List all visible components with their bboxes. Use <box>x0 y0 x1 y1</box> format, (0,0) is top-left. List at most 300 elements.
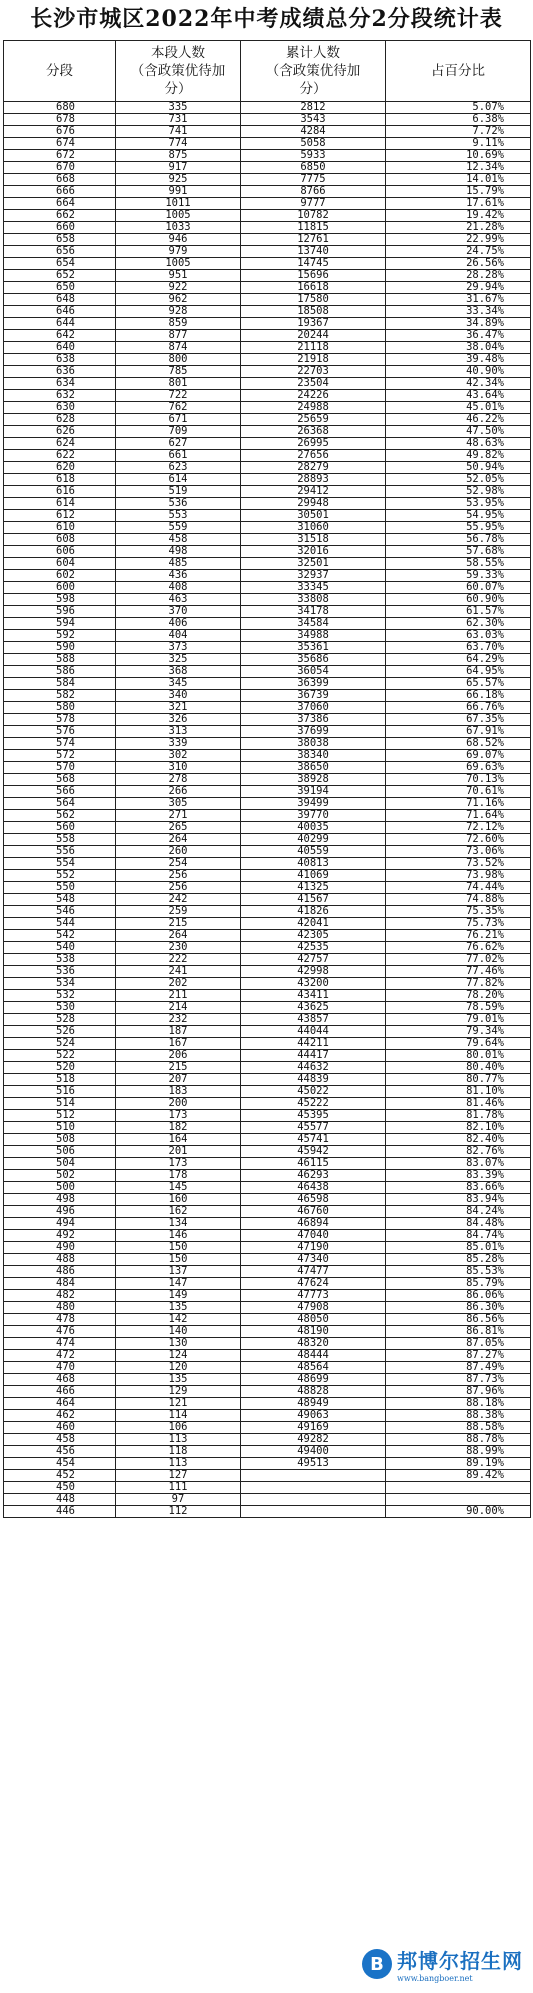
cell-score: 522 <box>4 1050 116 1062</box>
table-row <box>4 1302 531 1314</box>
cell-segment-count: 106 <box>116 1422 241 1434</box>
cell-cumulative-count <box>241 1470 386 1482</box>
table-row <box>4 966 531 978</box>
cell-percentage <box>386 1494 531 1506</box>
cell-segment-count: 178 <box>116 1170 241 1182</box>
cell-score: 520 <box>4 1062 116 1074</box>
cell-score: 622 <box>4 450 116 462</box>
cell-segment-count: 260 <box>116 846 241 858</box>
table-row <box>4 210 531 222</box>
cell-score: 602 <box>4 570 116 582</box>
cell-score: 608 <box>4 534 116 546</box>
cell-percentage: 66.18% <box>386 690 531 702</box>
cell-cumulative-count: 8766 <box>241 186 386 198</box>
table-row <box>4 978 531 990</box>
table-row <box>4 642 531 654</box>
cell-cumulative-count: 46293 <box>241 1170 386 1182</box>
cell-cumulative-count: 48190 <box>241 1326 386 1338</box>
cell-segment-count: 627 <box>116 438 241 450</box>
cell-segment-count: 200 <box>116 1098 241 1110</box>
cell-cumulative-count: 43857 <box>241 1014 386 1026</box>
table-row <box>4 438 531 450</box>
table-row <box>4 1122 531 1134</box>
table-row <box>4 534 531 546</box>
cell-segment-count: 485 <box>116 558 241 570</box>
cell-percentage: 85.79% <box>386 1278 531 1290</box>
cell-percentage: 19.42% <box>386 210 531 222</box>
cell-cumulative-count: 44417 <box>241 1050 386 1062</box>
cell-cumulative-count: 34178 <box>241 606 386 618</box>
cell-segment-count: 553 <box>116 510 241 522</box>
cell-score: 604 <box>4 558 116 570</box>
cell-segment-count: 162 <box>116 1206 241 1218</box>
cell-score: 680 <box>4 102 116 114</box>
cell-percentage: 72.60% <box>386 834 531 846</box>
cell-cumulative-count: 47477 <box>241 1266 386 1278</box>
table-row <box>4 846 531 858</box>
table-row <box>4 546 531 558</box>
cell-score: 482 <box>4 1290 116 1302</box>
cell-score: 524 <box>4 1038 116 1050</box>
cell-segment-count: 145 <box>116 1182 241 1194</box>
cell-cumulative-count: 7775 <box>241 174 386 186</box>
cell-segment-count: 271 <box>116 810 241 822</box>
cell-percentage: 82.76% <box>386 1146 531 1158</box>
cell-percentage: 86.06% <box>386 1290 531 1302</box>
cell-percentage: 80.01% <box>386 1050 531 1062</box>
cell-cumulative-count: 45942 <box>241 1146 386 1158</box>
cell-percentage: 80.40% <box>386 1062 531 1074</box>
table-row <box>4 1026 531 1038</box>
cell-cumulative-count: 47773 <box>241 1290 386 1302</box>
cell-score: 616 <box>4 486 116 498</box>
cell-segment-count: 302 <box>116 750 241 762</box>
cell-segment-count: 97 <box>116 1494 241 1506</box>
cell-cumulative-count: 40035 <box>241 822 386 834</box>
table-row <box>4 906 531 918</box>
cell-score: 598 <box>4 594 116 606</box>
table-row <box>4 522 531 534</box>
cell-segment-count: 259 <box>116 906 241 918</box>
table-row <box>4 1002 531 1014</box>
cell-segment-count: 150 <box>116 1242 241 1254</box>
cell-cumulative-count: 47624 <box>241 1278 386 1290</box>
cell-cumulative-count <box>241 1506 386 1518</box>
table-row <box>4 1386 531 1398</box>
cell-percentage: 66.76% <box>386 702 531 714</box>
cell-percentage: 79.34% <box>386 1026 531 1038</box>
table-row <box>4 1146 531 1158</box>
cell-cumulative-count: 49282 <box>241 1434 386 1446</box>
table-row <box>4 426 531 438</box>
cell-score: 528 <box>4 1014 116 1026</box>
cell-cumulative-count: 28279 <box>241 462 386 474</box>
cell-percentage: 71.16% <box>386 798 531 810</box>
table-row <box>4 870 531 882</box>
table-row <box>4 714 531 726</box>
cell-segment-count: 946 <box>116 234 241 246</box>
cell-cumulative-count: 43411 <box>241 990 386 1002</box>
cell-percentage: 14.01% <box>386 174 531 186</box>
table-row <box>4 1362 531 1374</box>
cell-cumulative-count: 47340 <box>241 1254 386 1266</box>
cell-percentage: 81.78% <box>386 1110 531 1122</box>
cell-cumulative-count: 41826 <box>241 906 386 918</box>
cell-percentage: 28.28% <box>386 270 531 282</box>
cell-score: 452 <box>4 1470 116 1482</box>
cell-percentage: 26.56% <box>386 258 531 270</box>
cell-percentage: 73.06% <box>386 846 531 858</box>
cell-cumulative-count: 26368 <box>241 426 386 438</box>
cell-segment-count: 404 <box>116 630 241 642</box>
cell-score: 588 <box>4 654 116 666</box>
cell-cumulative-count: 21118 <box>241 342 386 354</box>
table-row <box>4 138 531 150</box>
cell-percentage: 5.07% <box>386 102 531 114</box>
cell-segment-count: 519 <box>116 486 241 498</box>
cell-percentage: 29.94% <box>386 282 531 294</box>
cell-segment-count: 137 <box>116 1266 241 1278</box>
cell-score: 620 <box>4 462 116 474</box>
table-row <box>4 114 531 126</box>
cell-segment-count: 741 <box>116 126 241 138</box>
cell-score: 538 <box>4 954 116 966</box>
cell-segment-count: 147 <box>116 1278 241 1290</box>
cell-segment-count: 436 <box>116 570 241 582</box>
cell-score: 670 <box>4 162 116 174</box>
watermark <box>358 1943 527 1985</box>
cell-cumulative-count: 29412 <box>241 486 386 498</box>
table-row <box>4 774 531 786</box>
cell-score: 650 <box>4 282 116 294</box>
cell-percentage: 53.95% <box>386 498 531 510</box>
cell-cumulative-count: 32016 <box>241 546 386 558</box>
cell-cumulative-count: 24988 <box>241 402 386 414</box>
table-row <box>4 702 531 714</box>
cell-cumulative-count <box>241 1482 386 1494</box>
cell-segment-count: 305 <box>116 798 241 810</box>
cell-segment-count: 1033 <box>116 222 241 234</box>
header-row <box>4 41 531 102</box>
cell-percentage: 75.35% <box>386 906 531 918</box>
cell-cumulative-count: 38928 <box>241 774 386 786</box>
cell-segment-count: 962 <box>116 294 241 306</box>
cell-cumulative-count: 35361 <box>241 642 386 654</box>
cell-cumulative-count: 17580 <box>241 294 386 306</box>
cell-percentage: 62.30% <box>386 618 531 630</box>
cell-score: 544 <box>4 918 116 930</box>
cell-segment-count: 774 <box>116 138 241 150</box>
table-row <box>4 882 531 894</box>
cell-score: 506 <box>4 1146 116 1158</box>
cell-percentage: 74.44% <box>386 882 531 894</box>
cell-score: 558 <box>4 834 116 846</box>
cell-score: 472 <box>4 1350 116 1362</box>
table-row <box>4 186 531 198</box>
table-row <box>4 414 531 426</box>
cell-segment-count: 661 <box>116 450 241 462</box>
cell-score: 610 <box>4 522 116 534</box>
cell-score: 612 <box>4 510 116 522</box>
cell-cumulative-count: 34988 <box>241 630 386 642</box>
cell-percentage: 17.61% <box>386 198 531 210</box>
cell-percentage: 48.63% <box>386 438 531 450</box>
cell-score: 592 <box>4 630 116 642</box>
cell-segment-count: 325 <box>116 654 241 666</box>
cell-cumulative-count: 12761 <box>241 234 386 246</box>
cell-score: 478 <box>4 1314 116 1326</box>
table-row <box>4 510 531 522</box>
table-row <box>4 234 531 246</box>
cell-percentage: 85.01% <box>386 1242 531 1254</box>
cell-segment-count: 150 <box>116 1254 241 1266</box>
cell-cumulative-count: 6850 <box>241 162 386 174</box>
header-label: 分段 <box>46 63 73 79</box>
cell-cumulative-count: 29948 <box>241 498 386 510</box>
cell-score: 494 <box>4 1218 116 1230</box>
cell-percentage: 65.57% <box>386 678 531 690</box>
cell-score: 446 <box>4 1506 116 1518</box>
cell-score: 674 <box>4 138 116 150</box>
cell-cumulative-count: 38340 <box>241 750 386 762</box>
cell-segment-count: 214 <box>116 1002 241 1014</box>
cell-cumulative-count: 44632 <box>241 1062 386 1074</box>
table-row <box>4 798 531 810</box>
cell-percentage: 81.46% <box>386 1098 531 1110</box>
table-row <box>4 930 531 942</box>
cell-segment-count: 187 <box>116 1026 241 1038</box>
cell-cumulative-count: 46598 <box>241 1194 386 1206</box>
table-row <box>4 198 531 210</box>
cell-percentage: 21.28% <box>386 222 531 234</box>
cell-percentage: 42.34% <box>386 378 531 390</box>
table-row <box>4 786 531 798</box>
table-row <box>4 330 531 342</box>
table-row <box>4 990 531 1002</box>
cell-cumulative-count: 42305 <box>241 930 386 942</box>
cell-segment-count: 321 <box>116 702 241 714</box>
cell-cumulative-count: 41069 <box>241 870 386 882</box>
cell-percentage: 64.95% <box>386 666 531 678</box>
cell-percentage <box>386 1482 531 1494</box>
cell-cumulative-count: 33345 <box>241 582 386 594</box>
cell-cumulative-count: 40299 <box>241 834 386 846</box>
header-cumulative-count <box>241 41 386 102</box>
table-row <box>4 618 531 630</box>
header-label: 累计人数 （含政策优待加 分） <box>265 45 361 97</box>
table-row <box>4 1134 531 1146</box>
cell-segment-count: 254 <box>116 858 241 870</box>
cell-segment-count: 146 <box>116 1230 241 1242</box>
cell-cumulative-count: 42041 <box>241 918 386 930</box>
cell-cumulative-count: 47190 <box>241 1242 386 1254</box>
score-table <box>3 40 531 1518</box>
cell-cumulative-count: 36739 <box>241 690 386 702</box>
cell-percentage: 47.50% <box>386 426 531 438</box>
cell-segment-count: 167 <box>116 1038 241 1050</box>
cell-score: 550 <box>4 882 116 894</box>
cell-segment-count: 242 <box>116 894 241 906</box>
cell-cumulative-count: 42998 <box>241 966 386 978</box>
cell-score: 652 <box>4 270 116 282</box>
cell-segment-count: 265 <box>116 822 241 834</box>
cell-score: 562 <box>4 810 116 822</box>
cell-segment-count: 877 <box>116 330 241 342</box>
cell-score: 672 <box>4 150 116 162</box>
page-title: 长沙市城区2022年中考成绩总分2分段统计表 <box>30 6 503 32</box>
cell-cumulative-count: 16618 <box>241 282 386 294</box>
table-row <box>4 654 531 666</box>
cell-percentage: 78.20% <box>386 990 531 1002</box>
cell-segment-count: 241 <box>116 966 241 978</box>
cell-cumulative-count: 30501 <box>241 510 386 522</box>
cell-percentage: 88.99% <box>386 1446 531 1458</box>
cell-cumulative-count: 49063 <box>241 1410 386 1422</box>
watermark-url: www.bangboer.net <box>397 1974 473 1983</box>
cell-percentage: 72.12% <box>386 822 531 834</box>
cell-score: 626 <box>4 426 116 438</box>
table-row <box>4 1410 531 1422</box>
cell-segment-count: 278 <box>116 774 241 786</box>
cell-score: 668 <box>4 174 116 186</box>
cell-score: 556 <box>4 846 116 858</box>
cell-segment-count: 874 <box>116 342 241 354</box>
cell-percentage: 58.55% <box>386 558 531 570</box>
table-row <box>4 1374 531 1386</box>
table-row <box>4 1086 531 1098</box>
cell-score: 476 <box>4 1326 116 1338</box>
cell-segment-count: 922 <box>116 282 241 294</box>
cell-cumulative-count: 5933 <box>241 150 386 162</box>
cell-percentage: 69.63% <box>386 762 531 774</box>
cell-percentage: 69.07% <box>386 750 531 762</box>
cell-percentage: 77.02% <box>386 954 531 966</box>
cell-percentage: 88.18% <box>386 1398 531 1410</box>
cell-cumulative-count: 48444 <box>241 1350 386 1362</box>
table-row <box>4 354 531 366</box>
table-row <box>4 306 531 318</box>
cell-percentage: 70.13% <box>386 774 531 786</box>
cell-score: 464 <box>4 1398 116 1410</box>
cell-percentage: 63.03% <box>386 630 531 642</box>
cell-score: 654 <box>4 258 116 270</box>
cell-segment-count: 373 <box>116 642 241 654</box>
cell-percentage: 22.99% <box>386 234 531 246</box>
cell-segment-count: 134 <box>116 1218 241 1230</box>
cell-score: 500 <box>4 1182 116 1194</box>
cell-score: 546 <box>4 906 116 918</box>
table-row <box>4 558 531 570</box>
table-row <box>4 1458 531 1470</box>
cell-score: 634 <box>4 378 116 390</box>
cell-segment-count: 266 <box>116 786 241 798</box>
cell-segment-count: 182 <box>116 1122 241 1134</box>
cell-cumulative-count: 41567 <box>241 894 386 906</box>
cell-cumulative-count: 5058 <box>241 138 386 150</box>
cell-cumulative-count: 49169 <box>241 1422 386 1434</box>
cell-percentage: 89.42% <box>386 1470 531 1482</box>
cell-percentage: 88.58% <box>386 1422 531 1434</box>
cell-cumulative-count: 40813 <box>241 858 386 870</box>
cell-segment-count: 230 <box>116 942 241 954</box>
table-row <box>4 570 531 582</box>
cell-score: 570 <box>4 762 116 774</box>
table-row <box>4 270 531 282</box>
table-row <box>4 1050 531 1062</box>
cell-percentage: 84.74% <box>386 1230 531 1242</box>
cell-cumulative-count: 9777 <box>241 198 386 210</box>
cell-cumulative-count: 2812 <box>241 102 386 114</box>
cell-cumulative-count: 23504 <box>241 378 386 390</box>
cell-cumulative-count: 45741 <box>241 1134 386 1146</box>
table-row <box>4 1254 531 1266</box>
cell-percentage: 6.38% <box>386 114 531 126</box>
cell-score: 530 <box>4 1002 116 1014</box>
cell-score: 646 <box>4 306 116 318</box>
cell-percentage: 36.47% <box>386 330 531 342</box>
cell-percentage: 56.78% <box>386 534 531 546</box>
cell-cumulative-count: 48828 <box>241 1386 386 1398</box>
cell-segment-count: 722 <box>116 390 241 402</box>
cell-segment-count: 340 <box>116 690 241 702</box>
cell-score: 662 <box>4 210 116 222</box>
table-row <box>4 1074 531 1086</box>
table-row <box>4 630 531 642</box>
cell-score: 666 <box>4 186 116 198</box>
cell-segment-count: 113 <box>116 1434 241 1446</box>
cell-percentage: 77.82% <box>386 978 531 990</box>
cell-segment-count: 979 <box>116 246 241 258</box>
cell-percentage: 49.82% <box>386 450 531 462</box>
cell-score: 498 <box>4 1194 116 1206</box>
cell-percentage: 45.01% <box>386 402 531 414</box>
cell-score: 572 <box>4 750 116 762</box>
cell-segment-count: 256 <box>116 882 241 894</box>
cell-percentage: 84.48% <box>386 1218 531 1230</box>
cell-segment-count: 339 <box>116 738 241 750</box>
circle-logo-icon: B <box>362 1949 392 1979</box>
cell-score: 548 <box>4 894 116 906</box>
cell-cumulative-count: 38038 <box>241 738 386 750</box>
cell-score: 460 <box>4 1422 116 1434</box>
table-row <box>4 1482 531 1494</box>
table-row <box>4 402 531 414</box>
cell-percentage: 83.66% <box>386 1182 531 1194</box>
cell-score: 624 <box>4 438 116 450</box>
cell-score: 502 <box>4 1170 116 1182</box>
cell-score: 574 <box>4 738 116 750</box>
cell-percentage: 55.95% <box>386 522 531 534</box>
cell-percentage: 31.67% <box>386 294 531 306</box>
cell-score: 510 <box>4 1122 116 1134</box>
cell-percentage: 79.01% <box>386 1014 531 1026</box>
cell-percentage: 76.21% <box>386 930 531 942</box>
table-row <box>4 342 531 354</box>
cell-score: 450 <box>4 1482 116 1494</box>
cell-score: 614 <box>4 498 116 510</box>
cell-segment-count: 121 <box>116 1398 241 1410</box>
table-row <box>4 762 531 774</box>
cell-cumulative-count: 10782 <box>241 210 386 222</box>
cell-segment-count: 264 <box>116 930 241 942</box>
cell-cumulative-count: 47040 <box>241 1230 386 1242</box>
cell-percentage: 87.49% <box>386 1362 531 1374</box>
cell-score: 488 <box>4 1254 116 1266</box>
cell-percentage: 67.35% <box>386 714 531 726</box>
cell-cumulative-count: 44044 <box>241 1026 386 1038</box>
cell-segment-count: 345 <box>116 678 241 690</box>
table-row <box>4 390 531 402</box>
